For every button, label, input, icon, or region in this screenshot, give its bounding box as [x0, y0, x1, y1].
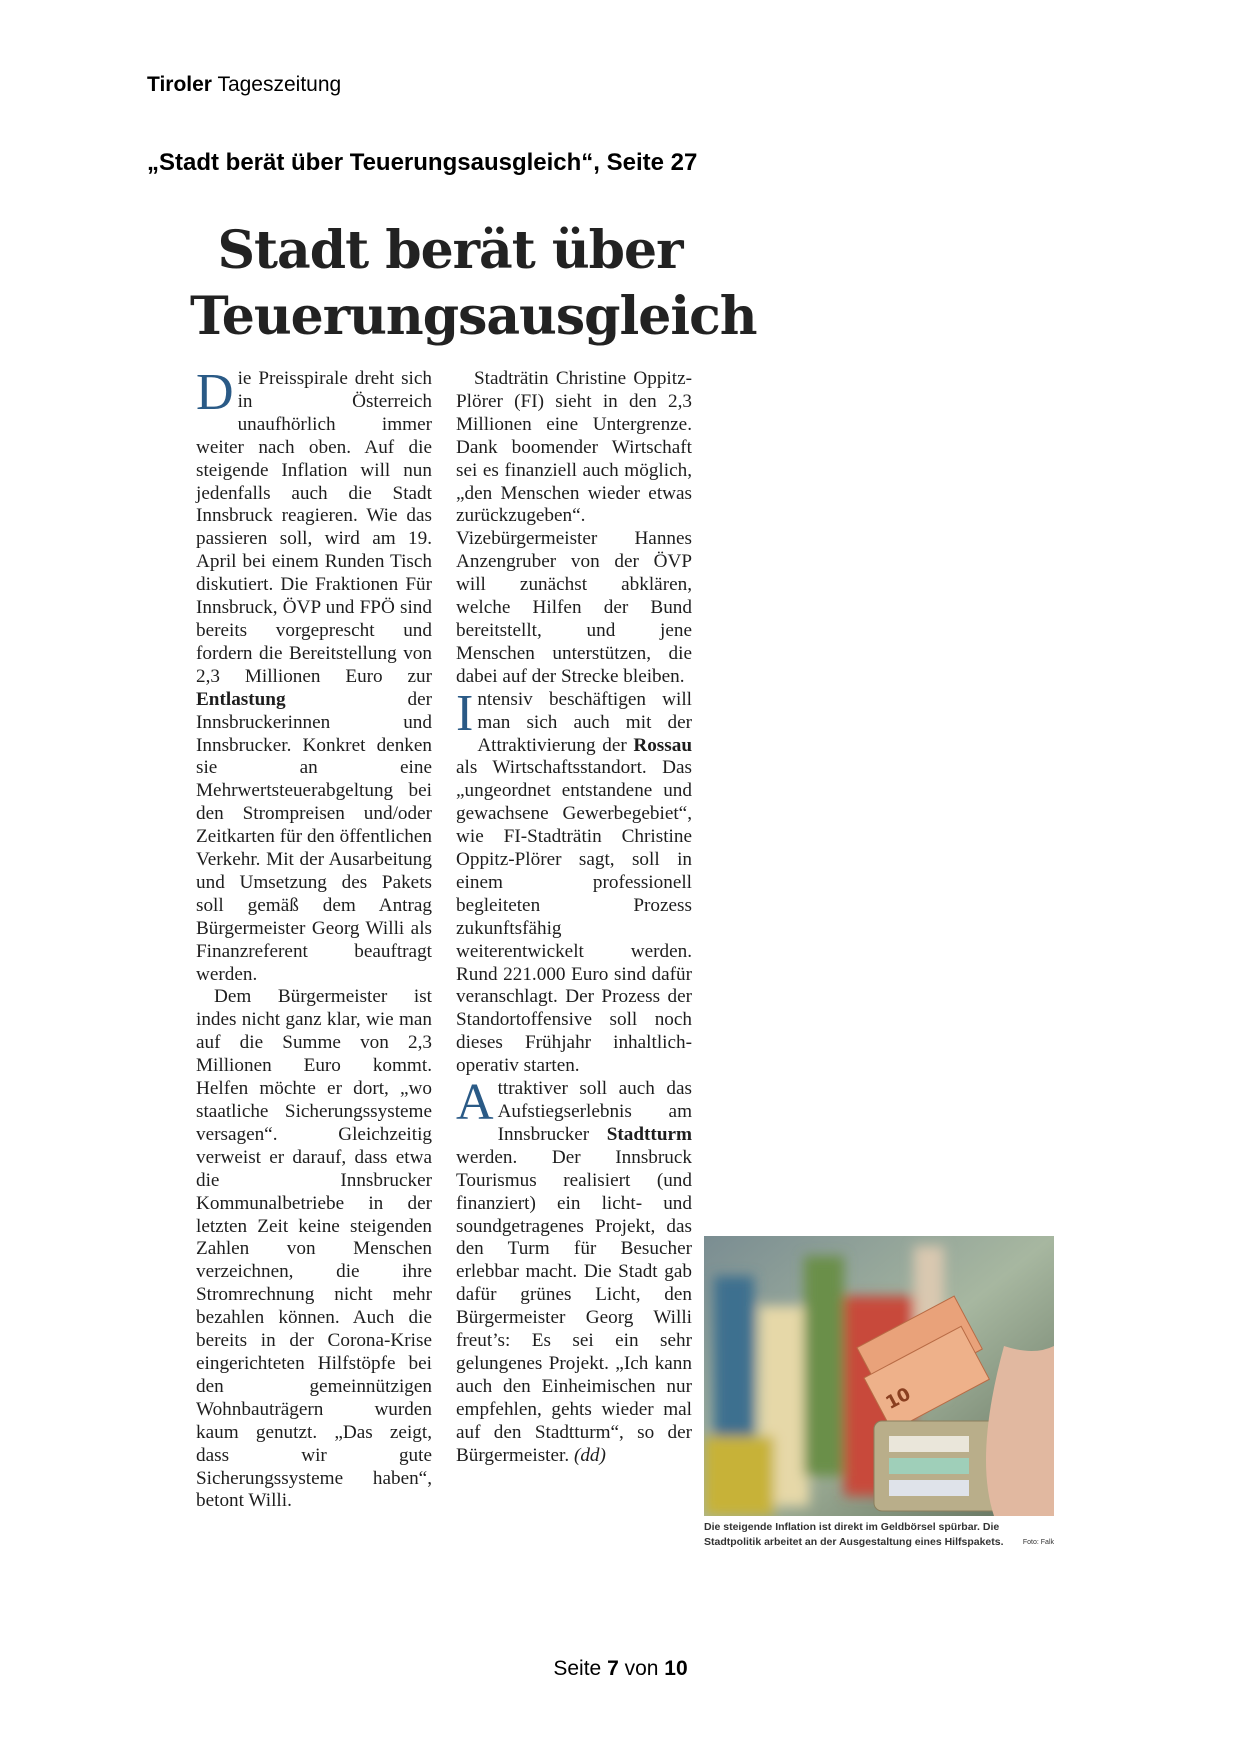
headline-line-1: Stadt berät über: [217, 220, 683, 281]
banknote-value: 10: [882, 1383, 915, 1414]
photo-credit: Foto: Falk: [1022, 1539, 1054, 1546]
paragraph: [456, 1074, 692, 1467]
drop-cap: D: [196, 364, 234, 421]
article-headline: [190, 218, 757, 350]
page-middle: von: [624, 1657, 659, 1680]
paragraph-text: als Wirtschaftsstandort. Das „ungeordnet entstandene und gewachsene Gewerbegebiet“, wie FI-Stadträtin Christine Oppitz-Plörer sagt, soll in einem professionell begleiteten Prozess zukunftsfähig weiterentwickelt werden. Rund 221.000 Euro sind dafür veranschlagt. Der Prozess der Standortoffensive soll noch dieses Frühjahr inhaltlich-operativ starten.: [456, 757, 692, 1077]
paragraph-text: ttraktiver soll auch das Aufstiegserlebnis am Innsbrucker: [497, 1078, 692, 1145]
paragraph: [456, 684, 692, 1078]
paragraph-text: werden. Der Innsbruck Tourismus realisiert (und finanziert) ein licht- und soundgetragenes Projekt, das den Turm für Besucher erlebbar macht. Die Stadt gab dafür grünes Licht, den Bürgermeister Georg Willi freut’s: Es sei ein sehr gelungenes Projekt. „Ich kann auch den Einheimischen nur empfehlen, gehts wieder mal auf den Stadtturm“, so der Bürgermeister.: [456, 1146, 692, 1466]
paragraph: Stadträtin Christine Oppitz-Plörer (FI) sieht in den 2,3 Millionen eine Untergrenze. Dank boomender Wirtschaft sei es finanziell auch möglich, „den Menschen wieder etwas zurückzugeben“. Vizebürgermeister Hannes Anzengruber von der ÖVP will zunächst abklären, welche Hilfen der Bund bereitstellt, und jene Menschen unterstützen, die dabei auf der Strecke bleiben.: [456, 368, 692, 687]
bold-keyword: Rossau: [633, 734, 692, 756]
paragraph: Dem Bürgermeister ist indes nicht ganz klar, wie man auf die Summe von 2,3 Millionen Euro kommt. Helfen möchte er dort, „wo staatliche Sicherungssysteme versagen“. Gleichzeitig verweist er darauf, dass etwa die Innsbrucker Kommunalbetriebe in der letzten Zeit keine steigenden Zahlen von Menschen verzeichnen, die ihre Stromrechnung nicht mehr bezahlen können. Auch die bereits in der Corona-Krise eingerichteten Hilfstöpfe bei den gemeinnützigen Wohnbauträgern wurden kaum genutzt. „Das zeigt, dass wir gute Sicherungssysteme haben“, betont Willi.: [196, 986, 432, 1512]
wallet-card: [889, 1436, 969, 1452]
caption-text: Die steigende Inflation ist direkt im Geldbörsel spürbar. Die Stadtpolitik arbeitet an der Ausgestaltung eines Hilfspakets.: [704, 1521, 1004, 1548]
drop-cap: I: [456, 684, 474, 742]
bold-keyword: Entlastung: [196, 688, 286, 710]
paragraph-text: ie Preisspirale dreht sich in Österreich unaufhörlich immer weiter nach oben. Auf die steigende Inflation will nun jedenfalls auch die Stadt Innsbruck reagieren. Wie das passieren soll, wird am 19. April bei einem Runden Tisch diskutiert. Die Fraktionen Für Innsbruck, ÖVP und FPÖ sind bereits vorgeprescht und fordern die Bereitstellung von 2,3 Millionen Euro zur: [196, 368, 432, 687]
paragraph-text: ntensiv beschäftigen will man sich auch mit der Attraktivierung der: [477, 688, 692, 756]
drop-cap: A: [456, 1074, 494, 1132]
total-pages: 10: [664, 1657, 688, 1680]
wallet-card: [889, 1480, 969, 1496]
byline: (dd): [573, 1444, 606, 1466]
article-reference: „Stadt berät über Teuerungsausgleich“, Seite 27: [147, 149, 698, 176]
headline-line-2: Teuerungsausgleich: [190, 286, 757, 347]
bold-keyword: Stadtturm: [606, 1123, 692, 1145]
newspaper-clipping: [190, 218, 1054, 1568]
current-page: 7: [607, 1657, 619, 1680]
article-photo: [704, 1236, 1054, 1516]
article-column-2: [456, 368, 692, 1468]
wallet-card: [889, 1458, 969, 1474]
wallet-photo-illustration: [704, 1236, 1054, 1516]
article-column-1: [196, 364, 432, 1513]
paragraph-text: der Innsbruckerinnen und Innsbrucker. Konkret denken sie an eine Mehrwertsteuerabgeltung bei den Strompreisen und/oder Zeitkarten für den öffentlichen Verkehr. Mit der Ausarbeitung und Umsetzung des Pakets soll gemäß dem Antrag Bürgermeister Georg Willi als Finanzreferent beauftragt werden.: [196, 688, 432, 985]
publication-name-bold: Tiroler: [147, 73, 212, 96]
page-prefix: Seite: [553, 1657, 602, 1680]
photo-caption: [704, 1520, 1054, 1550]
page-number: [0, 1657, 1241, 1681]
publication-name-rest: Tageszeitung: [217, 73, 342, 96]
paragraph: [196, 364, 432, 986]
publication-name: [147, 73, 341, 97]
